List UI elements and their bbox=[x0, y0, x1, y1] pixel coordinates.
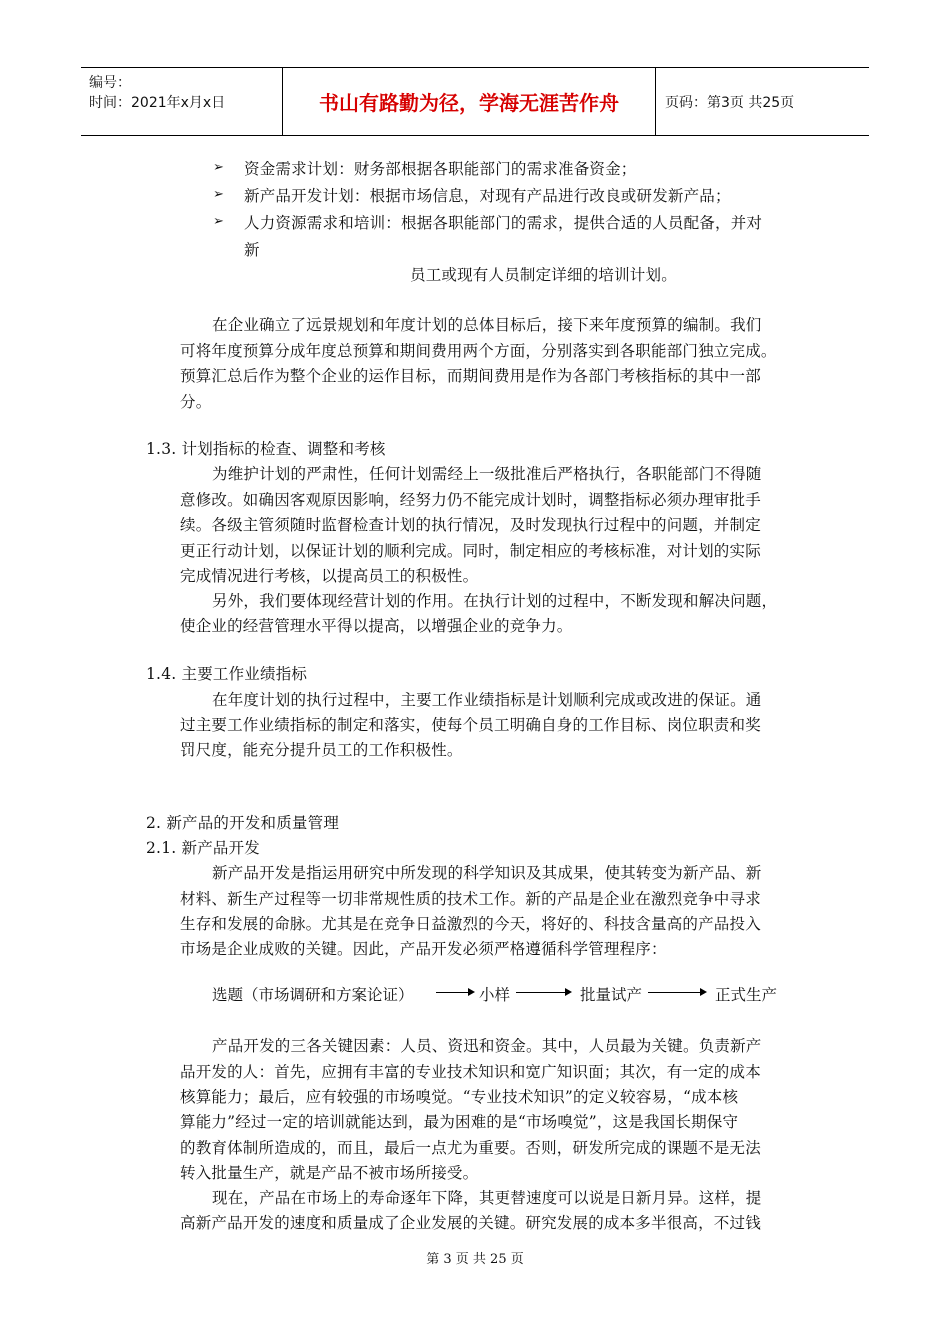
paragraph-line: 罚尺度，能充分提升员工的工作积极性。 bbox=[180, 741, 463, 759]
paragraph-line: 新产品开发是指运用研究中所发现的科学知识及其成果，使其转变为新产品、新 bbox=[212, 864, 762, 882]
paragraph-line: 市场是企业成败的关键。因此，产品开发必须严格遵循科学管理程序： bbox=[180, 940, 667, 958]
paragraph-line: 品开发的人：首先，应拥有丰富的专业技术知识和宽广知识面；其次，有一定的成本 bbox=[180, 1063, 761, 1081]
flow-arrow-icon bbox=[516, 992, 566, 993]
paragraph-line: 高新产品开发的速度和质量成了企业发展的关键。研究发展的成本多半很高，不过钱 bbox=[180, 1214, 761, 1232]
bullet-continuation: 员工或现有人员制定详细的培训计划。 bbox=[410, 266, 677, 284]
paragraph-line: 续。各级主管须随时监督检查计划的执行情况，及时发现执行过程中的问题，并制定 bbox=[180, 516, 761, 534]
header-page-info: 页码：第3页 共25页 bbox=[665, 94, 795, 111]
bullet-item: 人力资源需求和培训：根据各职能部门的需求，提供合适的人员配备，并对 bbox=[244, 214, 763, 232]
paragraph-line: 转入批量生产，就是产品不被市场所接受。 bbox=[180, 1164, 479, 1182]
paragraph-line: 在企业确立了远景规划和年度计划的总体目标后，接下来年度预算的编制。我们 bbox=[212, 316, 762, 334]
paragraph-line: 预算汇总后作为整个企业的运作目标，而期间费用是作为各部门考核指标的其中一部 bbox=[180, 367, 761, 385]
paragraph-line: 另外，我们要体现经营计划的作用。在执行计划的过程中，不断发现和解决问题， bbox=[212, 592, 778, 610]
paragraph-line: 生存和发展的命脉。尤其是在竞争日益激烈的今天，将好的、科技含量高的产品投入 bbox=[180, 915, 761, 933]
paragraph-line: 核算能力；最后，应有较强的市场嗅觉。“专业技术知识”的定义较容易，“成本核 bbox=[180, 1088, 739, 1106]
bullet-item: 资金需求计划：财务部根据各职能部门的需求准备资金； bbox=[244, 160, 637, 178]
paragraph-line: 在年度计划的执行过程中，主要工作业绩指标是计划顺利完成或改进的保证。通 bbox=[212, 691, 762, 709]
arrow-bullet-icon: ➢ bbox=[213, 214, 224, 229]
flow-step-3: 批量试产 bbox=[580, 986, 643, 1004]
paragraph-line: 使企业的经营管理水平得以提高，以增强企业的竞争力。 bbox=[180, 617, 573, 635]
flow-step-1: 选题（市场调研和方案论证） bbox=[212, 986, 414, 1004]
arrow-bullet-icon: ➢ bbox=[213, 187, 224, 202]
header-motto: 书山有路勤为径，学海无涯苦作舟 bbox=[282, 68, 656, 135]
paragraph-line: 算能力”经过一定的培训就能达到，最为困难的是“市场嗅觉”，这是我国长期保守 bbox=[180, 1113, 739, 1131]
paragraph-line: 分。 bbox=[180, 393, 212, 411]
header-meta bbox=[81, 68, 282, 135]
time-label: 时间：2021年x月x日 bbox=[89, 95, 226, 111]
paragraph-line: 材料、新生产过程等一切非常规性质的技术工作。新的产品是企业在激烈竞争中寻求 bbox=[180, 890, 761, 908]
number-label: 编号： bbox=[89, 75, 131, 91]
page-header bbox=[81, 67, 869, 136]
flow-arrow-icon bbox=[648, 992, 701, 993]
paragraph-line: 的教育体制所造成的，而且，最后一点尤为重要。否则，研发所完成的课题不是无法 bbox=[180, 1139, 761, 1157]
paragraph-line: 为维护计划的严肃性，任何计划需经上一级批准后严格执行，各职能部门不得随 bbox=[212, 465, 762, 483]
section-heading: 2. 新产品的开发和质量管理 bbox=[146, 814, 340, 832]
paragraph-line: 可将年度预算分成年度总预算和期间费用两个方面，分别落实到各职能部门独立完成。 bbox=[180, 342, 777, 360]
page-footer: 第 3 页 共 25 页 bbox=[426, 1252, 524, 1267]
arrow-bullet-icon: ➢ bbox=[213, 160, 224, 175]
flow-step-4: 正式生产 bbox=[715, 986, 778, 1004]
bullet-item: 新产品开发计划：根据市场信息，对现有产品进行改良或研发新产品； bbox=[244, 187, 731, 205]
paragraph-line: 过主要工作业绩指标的制定和落实，使每个员工明确自身的工作目标、岗位职责和奖 bbox=[180, 716, 761, 734]
flow-step-2: 小样 bbox=[479, 986, 511, 1004]
paragraph-line: 现在，产品在市场上的寿命逐年下降，其更替速度可以说是日新月异。这样，提 bbox=[212, 1189, 762, 1207]
flow-arrow-icon bbox=[436, 992, 469, 993]
paragraph-line: 完成情况进行考核，以提高员工的积极性。 bbox=[180, 567, 479, 585]
section-heading: 2.1. 新产品开发 bbox=[146, 839, 261, 857]
section-heading: 1.4. 主要工作业绩指标 bbox=[146, 665, 308, 683]
paragraph-line: 更正行动计划，以保证计划的顺利完成。同时，制定相应的考核标准，对计划的实际 bbox=[180, 542, 761, 560]
paragraph-line: 意修改。如确因客观原因影响，经努力仍不能完成计划时，调整指标必须办理审批手 bbox=[180, 491, 761, 509]
section-heading: 1.3. 计划指标的检查、调整和考核 bbox=[146, 440, 386, 458]
bullet-continuation: 新 bbox=[244, 241, 260, 259]
paragraph-line: 产品开发的三各关键因素：人员、资迅和资金。其中，人员最为关键。负责新产 bbox=[212, 1037, 762, 1055]
